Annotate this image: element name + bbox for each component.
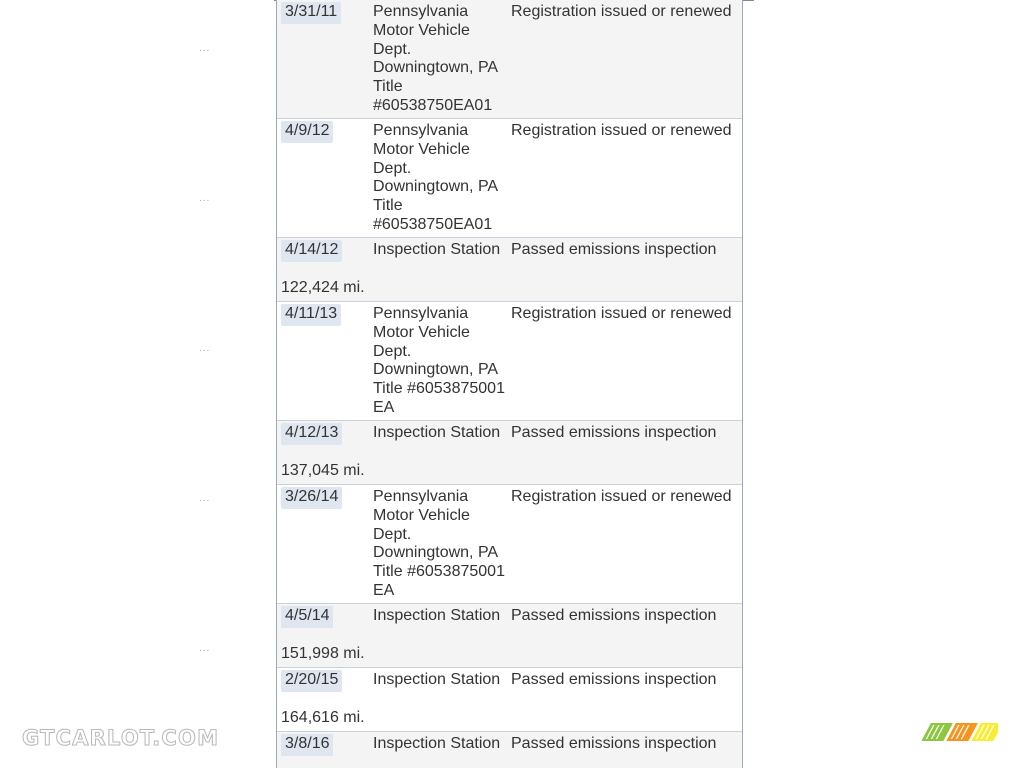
event-date: 4/11/13 [281, 304, 341, 326]
event-source: Pennsylvania Motor Vehicle Dept. Downingtown, PA Title #6053875001 EA [373, 488, 505, 599]
event-date: 3/8/16 [281, 734, 333, 756]
table-row [277, 421, 742, 485]
event-description: Registration issued or renewed [511, 3, 732, 20]
event-date: 2/20/15 [281, 670, 342, 692]
event-source: Pennsylvania Motor Vehicle Dept. Downingtown, PA Title #60538750EA01 [373, 3, 498, 114]
watermark-text: GTCARLOT.COM [22, 726, 220, 750]
event-description: Registration issued or renewed [511, 122, 732, 139]
event-mileage: 137,045 mi. [281, 462, 365, 479]
event-date: 4/5/14 [281, 606, 333, 628]
event-description: Passed emissions inspection [511, 241, 717, 258]
table-row [277, 485, 742, 604]
event-description: Passed emissions inspection [511, 607, 717, 624]
event-source: Inspection Station [373, 671, 501, 688]
event-date: 4/14/12 [281, 240, 342, 262]
side-dots: ... [199, 343, 211, 354]
brand-stripes-icon [918, 721, 998, 743]
side-dots: ... [199, 193, 211, 204]
table-row [277, 732, 742, 768]
event-mileage: 164,616 mi. [281, 709, 365, 726]
event-mileage: 151,998 mi. [281, 645, 365, 662]
event-source: Inspection Station [373, 735, 501, 752]
event-mileage: 122,424 mi. [281, 279, 365, 296]
event-source: Inspection Station [373, 241, 501, 258]
side-dots: ... [199, 493, 211, 504]
event-date: 3/26/14 [281, 487, 342, 509]
event-description: Passed emissions inspection [511, 735, 717, 752]
event-source: Pennsylvania Motor Vehicle Dept. Downingtown, PA Title #6053875001 EA [373, 305, 505, 416]
table-row [277, 604, 742, 668]
event-description: Passed emissions inspection [511, 424, 717, 441]
vehicle-history-table [276, 0, 743, 768]
table-row [277, 238, 742, 302]
event-date: 4/9/12 [281, 121, 333, 143]
side-dots: ... [199, 643, 211, 654]
side-dots: ... [199, 43, 211, 54]
table-row [277, 0, 742, 119]
event-date: 4/12/13 [281, 423, 342, 445]
event-source: Inspection Station [373, 424, 501, 441]
event-description: Registration issued or renewed [511, 305, 732, 322]
event-description: Registration issued or renewed [511, 488, 732, 505]
event-source: Inspection Station [373, 607, 501, 624]
table-row [277, 119, 742, 238]
table-row [277, 668, 742, 732]
event-date: 3/31/11 [281, 2, 341, 24]
event-description: Passed emissions inspection [511, 671, 717, 688]
event-source: Pennsylvania Motor Vehicle Dept. Downingtown, PA Title #60538750EA01 [373, 122, 498, 233]
table-row [277, 302, 742, 421]
